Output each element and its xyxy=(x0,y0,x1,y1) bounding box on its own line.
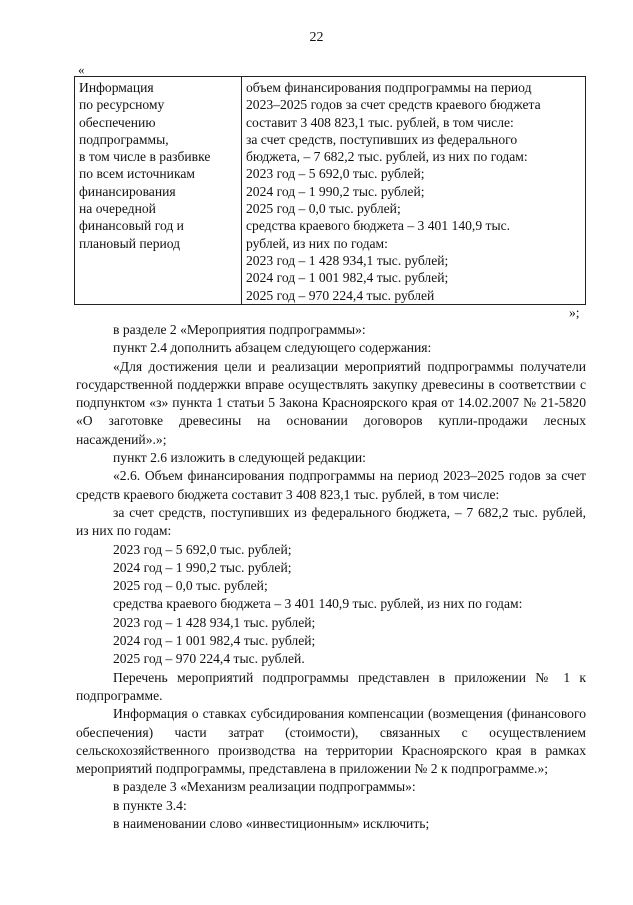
year-line: 2025 год – 0,0 тыс. рублей; xyxy=(113,578,268,594)
paragraph: в разделе 3 «Механизм реализации подпрограммы»: xyxy=(113,779,416,795)
value-line: 2023 год – 5 692,0 тыс. рублей; xyxy=(246,166,425,182)
table-row xyxy=(75,77,586,305)
label-line: подпрограммы, xyxy=(79,131,169,147)
value-line: объем финансирования подпрограммы на период xyxy=(246,80,532,95)
funding-line: средства краевого бюджета – 3 401 140,9 тыс. рублей, из них по годам: xyxy=(113,596,523,612)
value-line: 2023–2025 годов за счет средств краевого бюджета xyxy=(246,97,541,113)
resource-info-table xyxy=(74,76,586,305)
label-line: по всем источникам xyxy=(79,166,195,182)
year-line: 2024 год – 1 990,2 тыс. рублей; xyxy=(113,559,292,575)
paragraph: Перечень мероприятий подпрограммы представлен в приложении № 1 к подпрограмме. xyxy=(76,669,586,703)
page-number: 22 xyxy=(309,30,324,45)
label-line: на очередной xyxy=(79,201,156,217)
year-line: 2023 год – 5 692,0 тыс. рублей; xyxy=(113,541,292,557)
table-value-cell xyxy=(242,77,586,305)
paragraph: в разделе 2 «Мероприятия подпрограммы»: xyxy=(113,322,366,337)
table-label-cell xyxy=(75,77,242,305)
value-line: бюджета, – 7 682,2 тыс. рублей, из них по годам: xyxy=(246,149,528,165)
document-body xyxy=(76,321,586,833)
label-line: финансовый год и xyxy=(79,218,184,234)
year-line: 2025 год – 970 224,4 тыс. рублей. xyxy=(113,651,305,667)
value-line: рублей, из них по годам: xyxy=(246,235,388,251)
value-line: 2024 год – 1 001 982,4 тыс. рублей; xyxy=(246,270,449,286)
paragraph: в пункте 3.4: xyxy=(113,797,187,813)
label-line: плановый период xyxy=(79,235,181,251)
year-line: 2023 год – 1 428 934,1 тыс. рублей; xyxy=(113,614,316,630)
value-line: 2025 год – 0,0 тыс. рублей; xyxy=(246,201,401,217)
value-line: средства краевого бюджета – 3 401 140,9 тыс. xyxy=(246,218,511,234)
paragraph: Информация о ставках субсидирования компенсации (возмещения (финансового обеспечения) части затрат (стоимости), связанных с осуществлением сельскохозяйственного производства на территории Красноярского края в рамках мероприятий подпрограммы, представлена в приложении № 2 к подпрограмме.»; xyxy=(76,706,586,777)
paragraph: «Для достижения цели и реализации мероприятий подпрограммы получатели государственной поддержки вправе осуществлять закупку древесины в соответствии с подпунктом «з» пункта 1 статьи 5 Закона Красноярского края от 14.02.2007 № 21-5820 «О заготовке древесины на основании договоров купли-продажи лесных насаждений».»; xyxy=(76,358,586,447)
year-line: 2024 год – 1 001 982,4 тыс. рублей; xyxy=(113,633,316,649)
table-open-quote: « xyxy=(78,62,85,77)
paragraph: за счет средств, поступивших из федерального бюджета, – 7 682,2 тыс. рублей, из них по годам: xyxy=(76,504,586,539)
table-close-quote: »; xyxy=(569,305,580,320)
paragraph: в наименовании слово «инвестиционным» исключить; xyxy=(113,816,430,832)
label-line: финансирования xyxy=(79,183,176,199)
paragraph: пункт 2.6 изложить в следующей редакции: xyxy=(113,450,366,466)
value-line: 2024 год – 1 990,2 тыс. рублей; xyxy=(246,183,425,199)
label-line: в том числе в разбивке xyxy=(79,149,211,165)
value-line: 2025 год – 970 224,4 тыс. рублей xyxy=(246,287,435,303)
value-line: 2023 год – 1 428 934,1 тыс. рублей; xyxy=(246,252,449,268)
paragraph: пункт 2.4 дополнить абзацем следующего содержания: xyxy=(113,340,432,356)
value-line: за счет средств, поступивших из федерального xyxy=(246,131,518,147)
paragraph: «2.6. Объем финансирования подпрограммы на период 2023–2025 годов за счет средств краевого бюджета составит 3 408 823,1 тыс. рублей, в том числе: xyxy=(76,468,586,502)
value-line: составит 3 408 823,1 тыс. рублей, в том числе: xyxy=(246,114,514,130)
label-line: обеспечению xyxy=(79,114,156,130)
label-line: по ресурсному xyxy=(79,97,165,113)
label-line: Информация xyxy=(79,80,154,95)
